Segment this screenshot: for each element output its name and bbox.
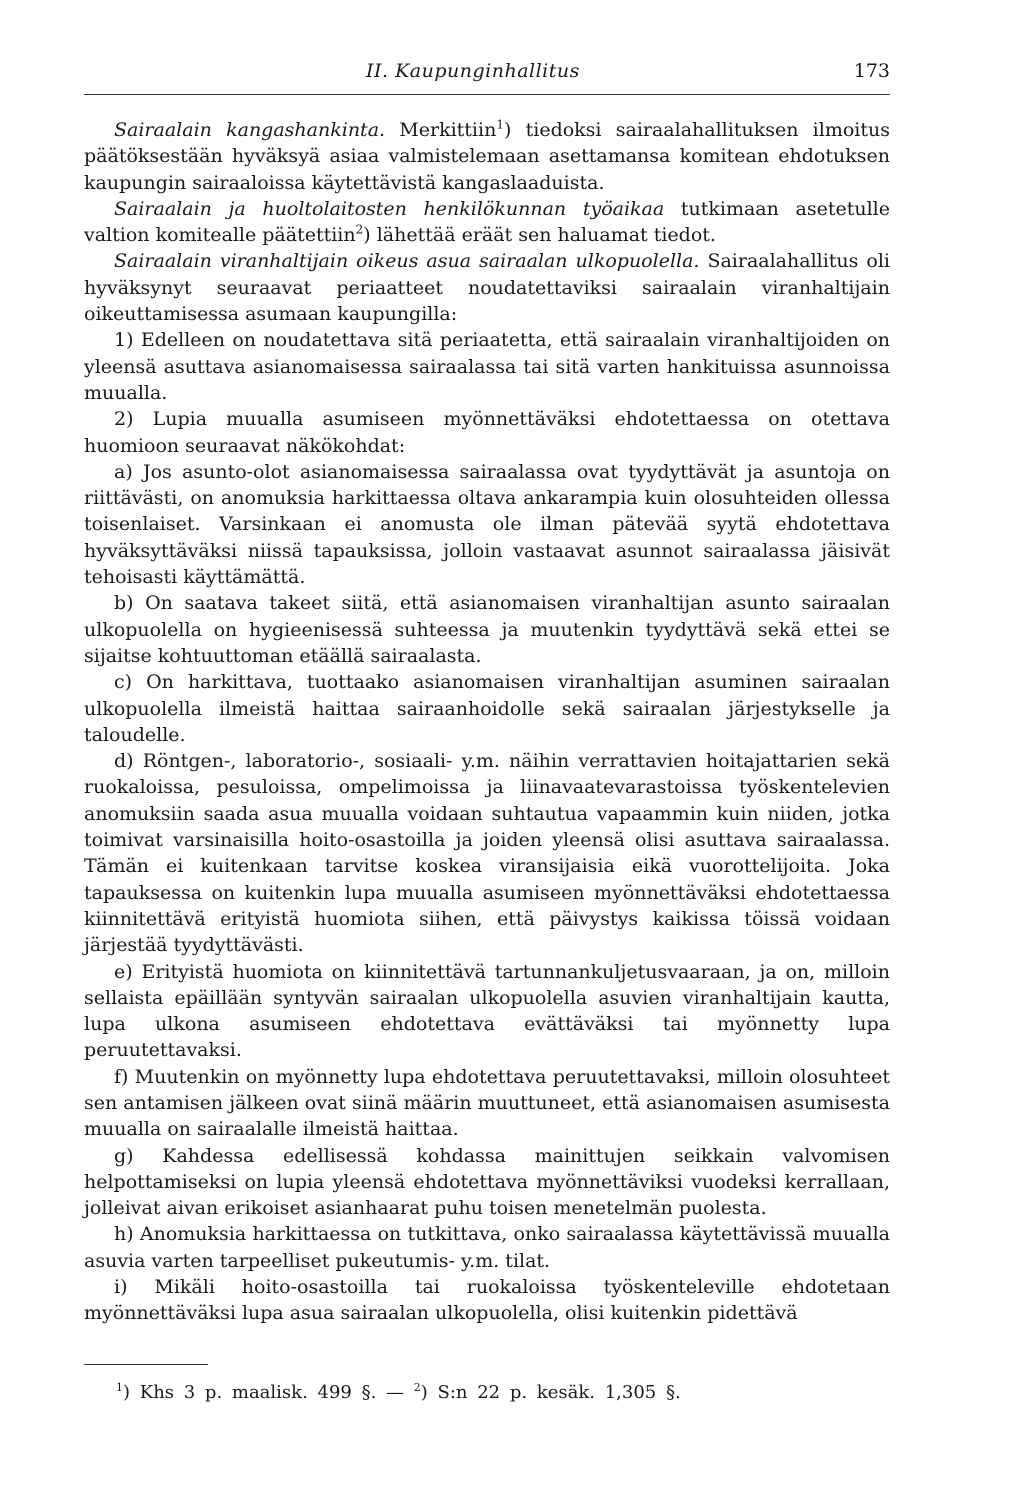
paragraph-text: ) tiedoksi sairaalahallituksen ilmoitus päätöksestään hyväksyä asiaa valmistelemaan asettamansa komitean ehdotuksen kaupungin sairaaloissa käytettävistä kangaslaaduista. xyxy=(84,119,890,194)
footnote-marker: 1 xyxy=(496,117,504,132)
paragraph xyxy=(84,248,890,327)
footnote-marker: 2 xyxy=(355,222,364,237)
paragraph-text: ) lähettää eräät sen haluamat tiedot. xyxy=(363,224,716,247)
list-item xyxy=(84,669,890,748)
paragraph-text: Sairaalahallitus oli hyväksynyt seuraavat periaatteet noudatettaviksi sairaalain viranhaltijain oikeuttamisessa asumaan kaupungilla: xyxy=(84,250,890,326)
list-item xyxy=(84,459,890,590)
paragraph-text: tutkimaan asetetulle valtion komitealle päätettiin xyxy=(84,197,890,247)
page-header xyxy=(84,60,890,95)
paragraph-text: 2) Lupia muualla asumiseen myönnettäväksi ehdotettaessa on otettava huomioon seuraavat näkökohdat: xyxy=(84,408,890,457)
list-item xyxy=(84,1064,890,1143)
footnote-text: ) S:n 22 p. kesäk. 1,305 §. xyxy=(420,1382,681,1403)
running-title: II. Kaupunginhallitus xyxy=(366,60,580,82)
page-number: 173 xyxy=(853,60,890,82)
paragraph xyxy=(84,196,890,249)
body-text xyxy=(84,117,890,1327)
paragraph-text: 1) Edelleen on noudatettava sitä periaatetta, että sairaalain viranhaltijoiden on yleensä asuttava asianomaisessa sairaalassa tai sitä varten hankituissa asunnoissa muualla. xyxy=(84,329,890,404)
list-item xyxy=(84,406,890,459)
paragraph-text: a) Jos asunto-olot asianomaisessa sairaalassa ovat tyydyttävät ja asuntoja on riittävästi, on anomuksia harkittaessa oltava ankarampia kuin olosuhteiden ollessa toisenlaiset. Varsinkaan ei anomusta ole ilman pätevää syytä ehdotettava hyväksyttäväksi niissä tapauksissa, jolloin vastaavat asunnot sairaalassa jäisivät tehoisasti käyttämättä. xyxy=(84,460,890,589)
list-item xyxy=(84,959,890,1064)
paragraph-text: e) Erityistä huomiota on kiinnitettävä tartunnankuljetusvaaraan, ja on, milloin sellaista epäillään syntyvän sairaalan ulkopuolella asuvien viranhaltijain kautta, lupa ulkona asumiseen ehdotettava evättäväksi tai myönnetty lupa peruutettavaksi. xyxy=(84,960,890,1062)
list-item xyxy=(84,748,890,958)
paragraph xyxy=(84,117,890,196)
section-heading: Sairaalain viranhaltijain oikeus asua sairaalan ulkopuolella. xyxy=(114,250,700,273)
paragraph-text: i) Mikäli hoito-osastoilla tai ruokaloissa työskenteleville ehdotetaan myönnettäväksi lupa asua sairaalan ulkopuolella, olisi kuitenkin pidettävä xyxy=(84,1276,890,1325)
footnote-marker: 1 xyxy=(116,1381,123,1394)
list-item xyxy=(84,1221,890,1274)
paragraph-text: d) Röntgen-, laboratorio-, sosiaali- y.m. näihin verrattavien hoitajattarien sekä ruokaloissa, pesuloissa, ompelimoissa ja liinavaatevarastoissa työskentelevien anomuksiin saada asua muualla voidaan suhtautua vapaammin kuin niiden, jotka toimivat varsinaisilla hoito-osastoilla ja joiden yleensä olisi asuttava sairaalassa. Tämän ei kuitenkaan tarvitse koskea viransijaisia eikä vuorottelijoita. Joka tapauksessa on kuitenkin lupa muualla asumiseen myönnettäväksi ehdotettaessa kiinnitettävä erityistä huomiota siihen, että päivystys kaikissa töissä voidaan järjestää tyydyttävästi. xyxy=(84,750,890,957)
paragraph-text: f) Muutenkin on myönnetty lupa ehdotettava peruutettavaksi, milloin olosuhteet sen antamisen jälkeen ovat siinä määrin muuttuneet, että asianomaisen asumisesta muualla on sairaalalle ilmeistä haittaa. xyxy=(84,1065,890,1141)
paragraph-text: h) Anomuksia harkittaessa on tutkittava, onko sairaalassa käytettävissä muualla asuvia varten tarpeelliset pukeutumis- y.m. tilat. xyxy=(84,1223,890,1272)
paragraph-text: g) Kahdessa edellisessä kohdassa mainittujen seikkain valvomisen helpottamiseksi on lupia yleensä ehdotettava myönnettäviksi vuodeksi kerrallaan, jolleivat aivan erikoiset asianhaarat puhu toisen menetelmän puolesta. xyxy=(84,1144,890,1220)
paragraph-text: b) On saatava takeet siitä, että asianomaisen viranhaltijan asunto sairaalan ulkopuolella on hygieenisessä suhteessa ja muutenkin tyydyttävä sekä ettei se sijaitse kohtuuttoman etäällä sairaalasta. xyxy=(84,592,890,667)
list-item xyxy=(84,1274,890,1327)
paragraph-text: Merkittiin xyxy=(385,119,497,141)
list-item xyxy=(84,327,890,406)
section-heading: Sairaalain kangashankinta. xyxy=(114,119,386,141)
list-item xyxy=(84,590,890,669)
footnotes xyxy=(116,1382,681,1403)
footnote-divider xyxy=(84,1364,208,1365)
paragraph-text: c) On harkittava, tuottaako asianomaisen viranhaltijan asuminen sairaalan ulkopuolella ilmeistä haittaa sairaanhoidolle sekä sairaalan järjestykselle ja taloudelle. xyxy=(84,671,890,746)
footnote-marker: 2 xyxy=(413,1381,421,1394)
section-heading: Sairaalain ja huoltolaitosten henkilökunnan työaikaa xyxy=(114,197,665,220)
footnote-text: ) Khs 3 p. maalisk. 499 §. — xyxy=(123,1382,414,1403)
list-item xyxy=(84,1143,890,1222)
